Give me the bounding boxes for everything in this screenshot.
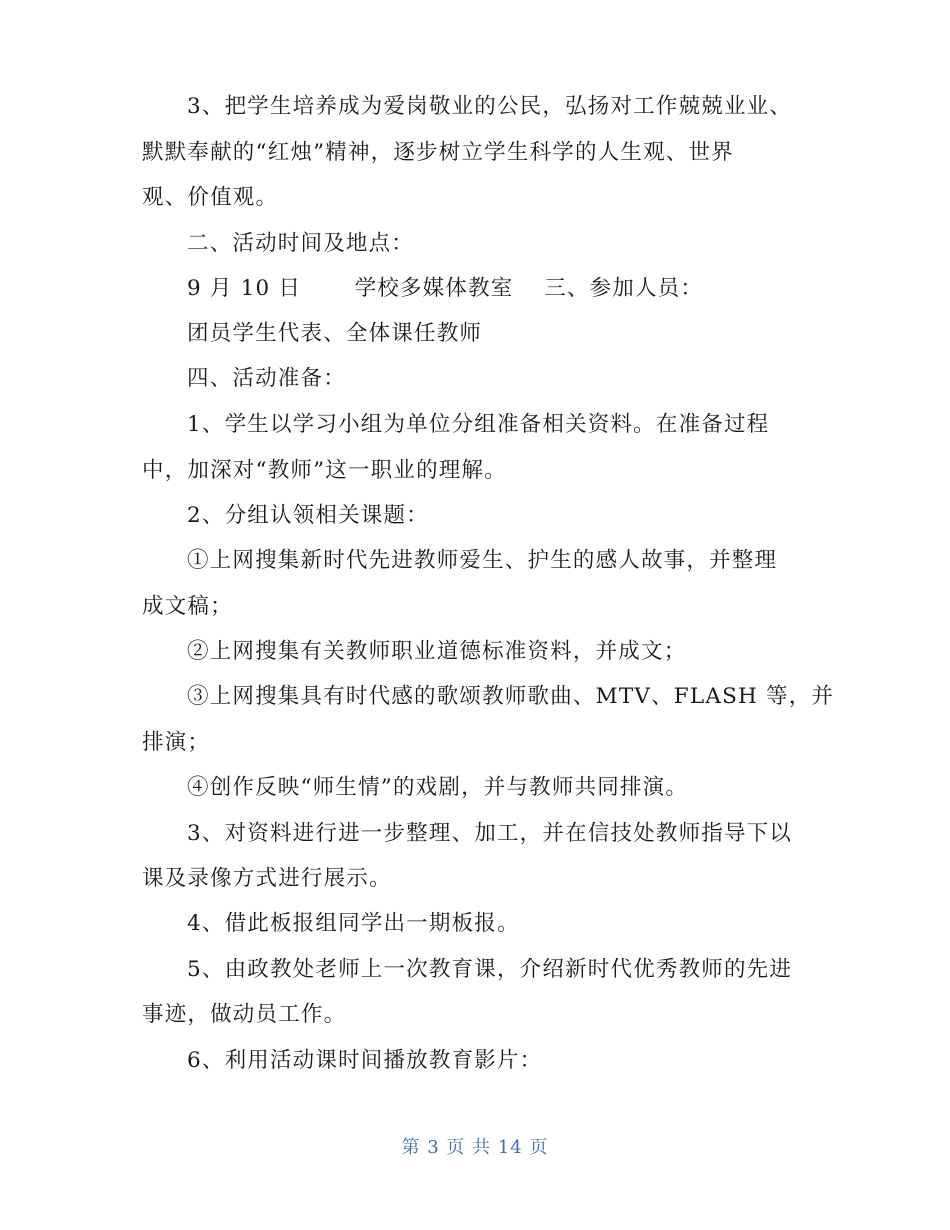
- list-item: ④创作反映“师生情”的戏剧，并与教师共同排演。: [187, 775, 689, 800]
- page-number-footer: 第 3 页 共 14 页: [401, 1137, 549, 1158]
- list-item: ②上网搜集有关教师职业道德标准资料，并成文；: [187, 639, 687, 664]
- paragraph-line: 默默奉献的“红烛”精神，逐步树立学生科学的人生观、世界: [142, 140, 734, 165]
- paragraph-line: 4、借此板报组同学出一期板报。: [187, 911, 520, 936]
- paragraph-line: 团员学生代表、全体课任教师: [187, 321, 483, 346]
- paragraph-line: 事迹，做动员工作。: [142, 1002, 347, 1027]
- paragraph-line: 课及录像方式进行展示。: [142, 866, 392, 891]
- paragraph-line: 9 月 10 日 学校多媒体教室 三、参加人员：: [187, 276, 704, 301]
- list-item-continuation: 排演；: [142, 730, 211, 755]
- section-heading: 二、活动时间及地点：: [187, 231, 415, 256]
- paragraph-line: 观、价值观。: [142, 185, 279, 210]
- section-heading: 四、活动准备：: [187, 366, 346, 391]
- paragraph-line: 中，加深对“教师”这一职业的理解。: [142, 458, 507, 483]
- paragraph-line: 3、把学生培养成为爱岗敬业的公民，弘扬对工作兢兢业业、: [187, 94, 793, 119]
- paragraph-line: 3、对资料进行进一步整理、加工，并在信技处教师指导下以: [187, 821, 793, 846]
- list-item: ①上网搜集新时代先进教师爱生、护生的感人故事，并整理: [187, 548, 778, 573]
- paragraph-line: 6、利用活动课时间播放教育影片：: [187, 1048, 543, 1073]
- list-item: ③上网搜集具有时代感的歌颂教师歌曲、MTV、FLASH 等，并: [187, 684, 835, 709]
- list-item-continuation: 成文稿；: [142, 594, 233, 619]
- paragraph-line: 2、分组认领相关课题：: [187, 503, 429, 528]
- paragraph-line: 5、由政教处老师上一次教育课，介绍新时代优秀教师的先进: [187, 957, 793, 982]
- paragraph-line: 1、学生以学习小组为单位分组准备相关资料。在准备过程: [187, 412, 770, 437]
